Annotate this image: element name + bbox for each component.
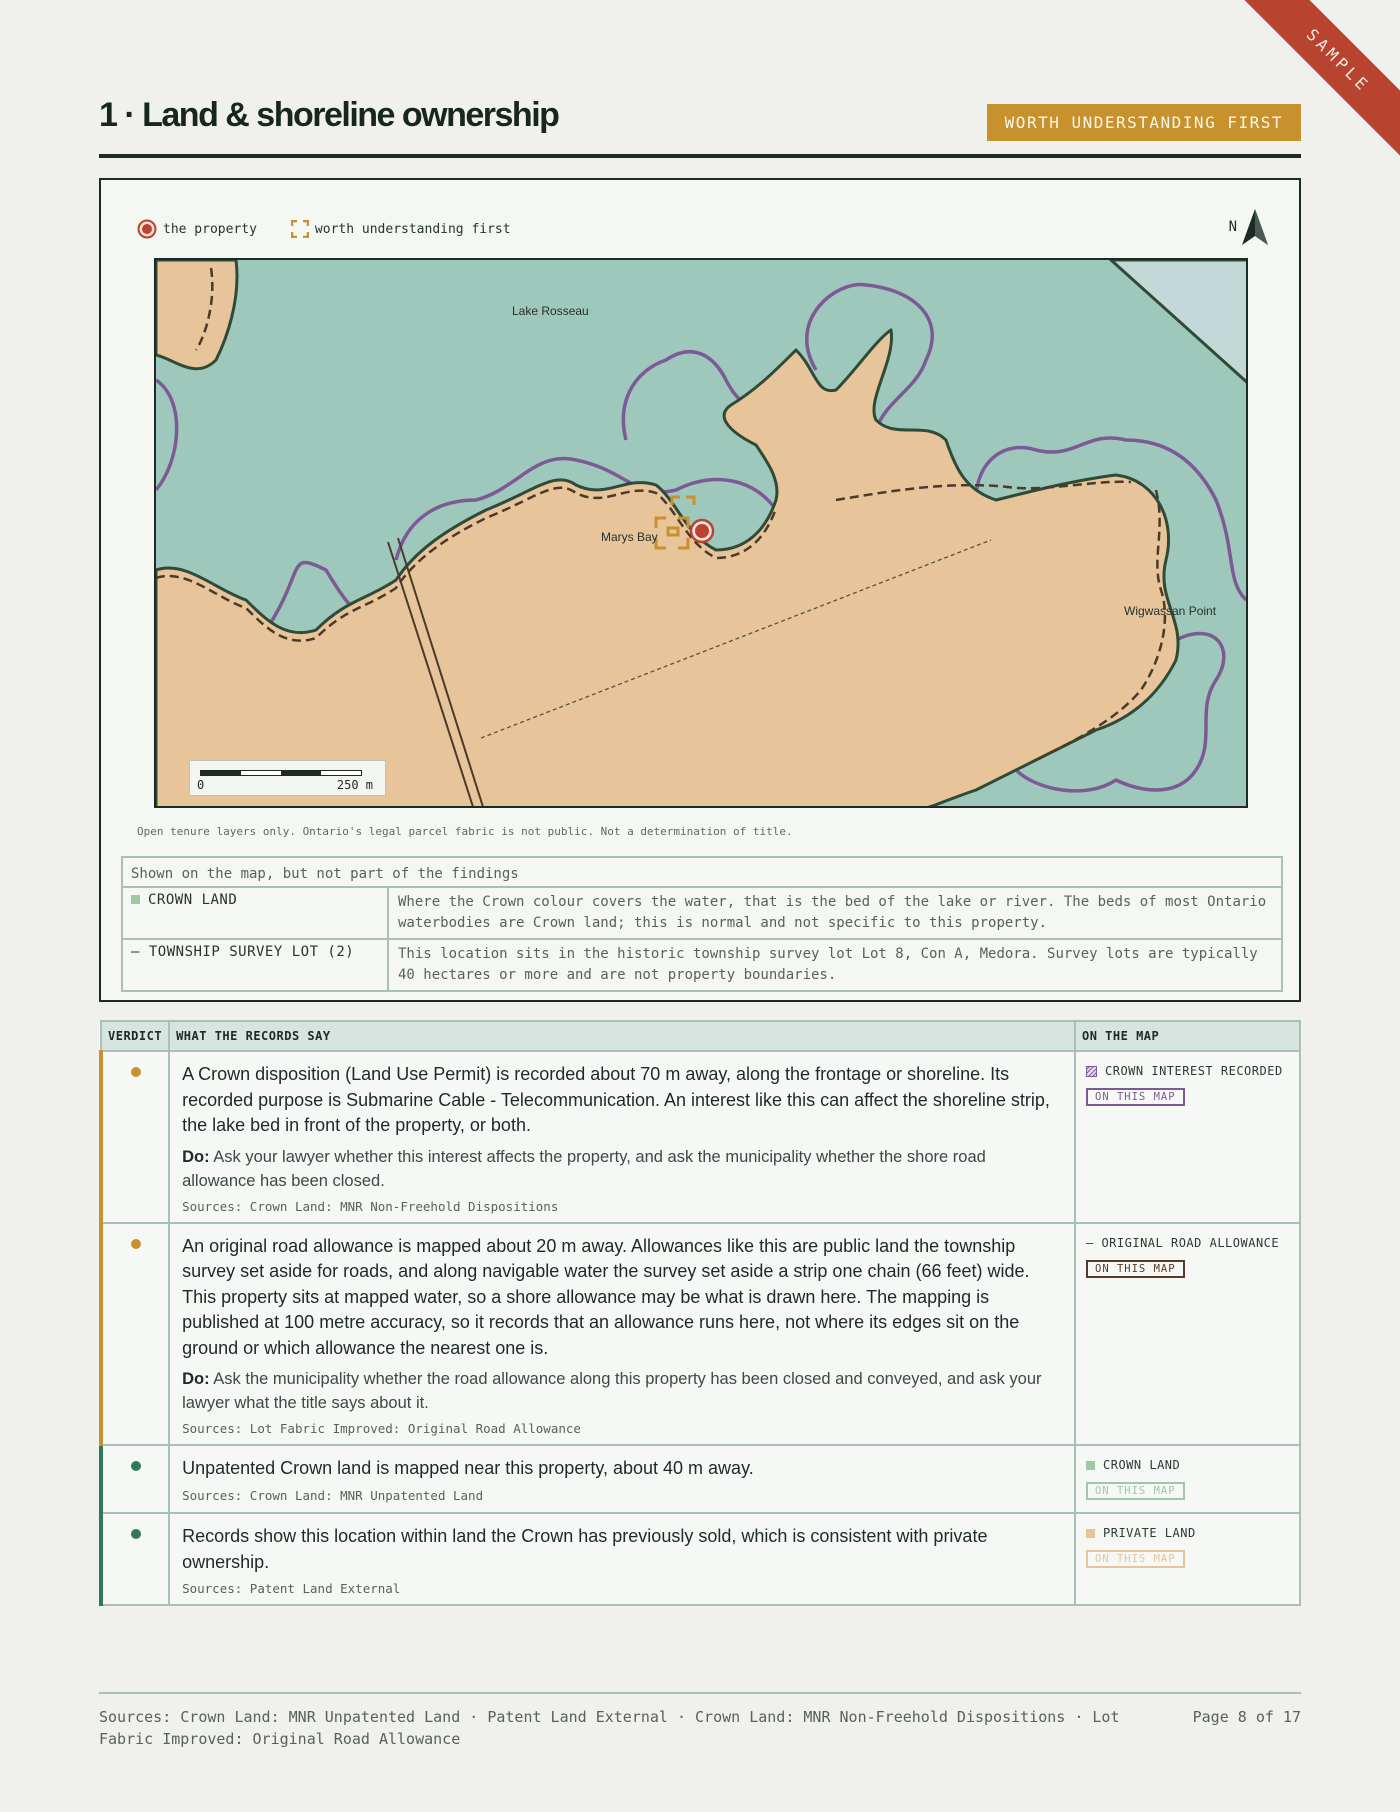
map-context-table [121,856,1283,992]
scale-start: 0 [197,778,205,792]
map-label-point: Wigwassan Point [1124,604,1217,618]
finding-row [101,1223,1300,1446]
map-context-caption: Shown on the map, but not part of the findings [122,857,1282,887]
map-layer-label: CROWN INTEREST RECORDED [1105,1064,1283,1078]
scale-end: 250 m [336,778,373,792]
verdict-amber-dot [131,1239,141,1249]
legend-property-label: the property [163,221,257,237]
north-label: N [1228,219,1237,235]
row-name: CROWN LAND [148,892,238,908]
finding-do: Do: Ask your lawyer whether this interest affects the property, and ask the municipality whether the shore road allowance has been closed. [182,1147,986,1190]
map-legend [137,218,545,240]
focus-brackets-icon [291,220,309,238]
private-land-swatch-icon [1086,1529,1095,1538]
page-title: 1 · Land & shoreline ownership [99,96,559,134]
on-this-map-tag[interactable]: ON THIS MAP [1086,1260,1185,1278]
col-verdict: VERDICT [101,1021,169,1051]
on-this-map-tag[interactable]: ON THIS MAP [1086,1088,1185,1106]
on-this-map-tag[interactable]: ON THIS MAP [1086,1550,1185,1568]
page-number: Page 8 of 17 [1192,1708,1301,1726]
north-arrow-icon [1241,208,1269,246]
map-label-bay: Marys Bay [601,530,658,544]
finding-row [101,1051,1300,1223]
finding-do: Do: Ask the municipality whether the road allowance along this property has been closed and conveyed, and ask your lawyer what the title says about it. [182,1370,1042,1412]
finding-sources: Sources: Lot Fabric Improved: Original Road Allowance [182,1421,581,1436]
finding-text: An original road allowance is mapped about 20 m away. Allowances like this are public land the township survey set aside for roads, and along navigable water the survey set aside a strip one chain (66 feet) wide. This property sits at mapped water, so a shore allowance may be what is drawn here. The mapping is published at 100 metre accuracy, so it records that an allowance runs here, not where its edges sit on the ground or which allowance the nearest one is. [182,1235,1030,1358]
map-disclaimer: Open tenure layers only. Ontario's legal parcel fabric is not public. Not a determination of title. [137,825,793,838]
north-arrow [1229,208,1269,246]
finding-row [101,1445,1300,1513]
crown-land-swatch-icon [1086,1461,1095,1470]
section-header [99,96,1301,158]
map-layer-label: PRIVATE LAND [1103,1526,1196,1540]
verdict-amber-dot [131,1067,141,1077]
status-badge: WORTH UNDERSTANDING FIRST [987,104,1301,141]
map-layer-label: — ORIGINAL ROAD ALLOWANCE [1086,1235,1280,1250]
scale-bar [189,760,386,796]
map-layer-label: CROWN LAND [1103,1458,1181,1472]
map-label-lake: Lake Rosseau [512,304,589,318]
table-row [122,887,1282,939]
page-footer [99,1692,1301,1750]
verdict-green-dot [131,1529,141,1539]
hatched-swatch-icon [1086,1066,1097,1077]
legend-worth-label: worth understanding first [314,221,511,237]
verdict-green-dot [131,1461,141,1471]
row-desc: This location sits in the historic township survey lot Lot 8, Con A, Medora. Survey lots are typically 40 hectares or more and are not property boundaries. [388,939,1282,991]
finding-text: A Crown disposition (Land Use Permit) is recorded about 70 m away, along the frontage or shoreline. Its recorded purpose is Submarine Cable - Telecommunication. An interest like this can affect the shoreline strip, the lake bed in front of the property, or both. [182,1064,1050,1135]
finding-row [101,1513,1300,1605]
crown-land-swatch-icon [131,895,140,904]
footer-sources: Sources: Crown Land: MNR Unpatented Land · Patent Land External · Crown Land: MNR Non-Freehold Dispositions · Lot Fabric Improved: Original Road Allowance [99,1708,1120,1748]
legend-item-property [137,219,257,239]
finding-sources: Sources: Crown Land: MNR Unpatented Land [182,1487,484,1503]
finding-sources: Sources: Patent Land External [182,1581,401,1596]
findings-table [99,1020,1301,1606]
col-onmap: ON THE MAP [1075,1021,1300,1051]
on-this-map-tag[interactable]: ON THIS MAP [1086,1482,1185,1500]
finding-text: Records show this location within land the Crown has previously sold, which is consistent with private ownership. [182,1526,988,1572]
finding-text: Unpatented Crown land is mapped near this property, about 40 m away. [182,1458,754,1478]
scale-bar-graphic [200,770,362,776]
row-name: — TOWNSHIP SURVEY LOT (2) [122,939,388,991]
finding-sources: Sources: Crown Land: MNR Non-Freehold Dispositions [182,1198,559,1214]
sample-ribbon-label: SAMPLE [1240,0,1400,160]
table-row [122,939,1282,991]
map-panel [99,178,1301,1002]
col-says: WHAT THE RECORDS SAY [169,1021,1075,1051]
property-marker-icon [137,219,157,239]
row-desc: Where the Crown colour covers the water, that is the bed of the lake or river. The beds of most Ontario waterbodies are Crown land; this is normal and not specific to this property. [388,887,1282,939]
legend-item-worth [291,220,511,238]
map-drawing [156,260,1248,808]
map-canvas[interactable] [154,258,1248,808]
